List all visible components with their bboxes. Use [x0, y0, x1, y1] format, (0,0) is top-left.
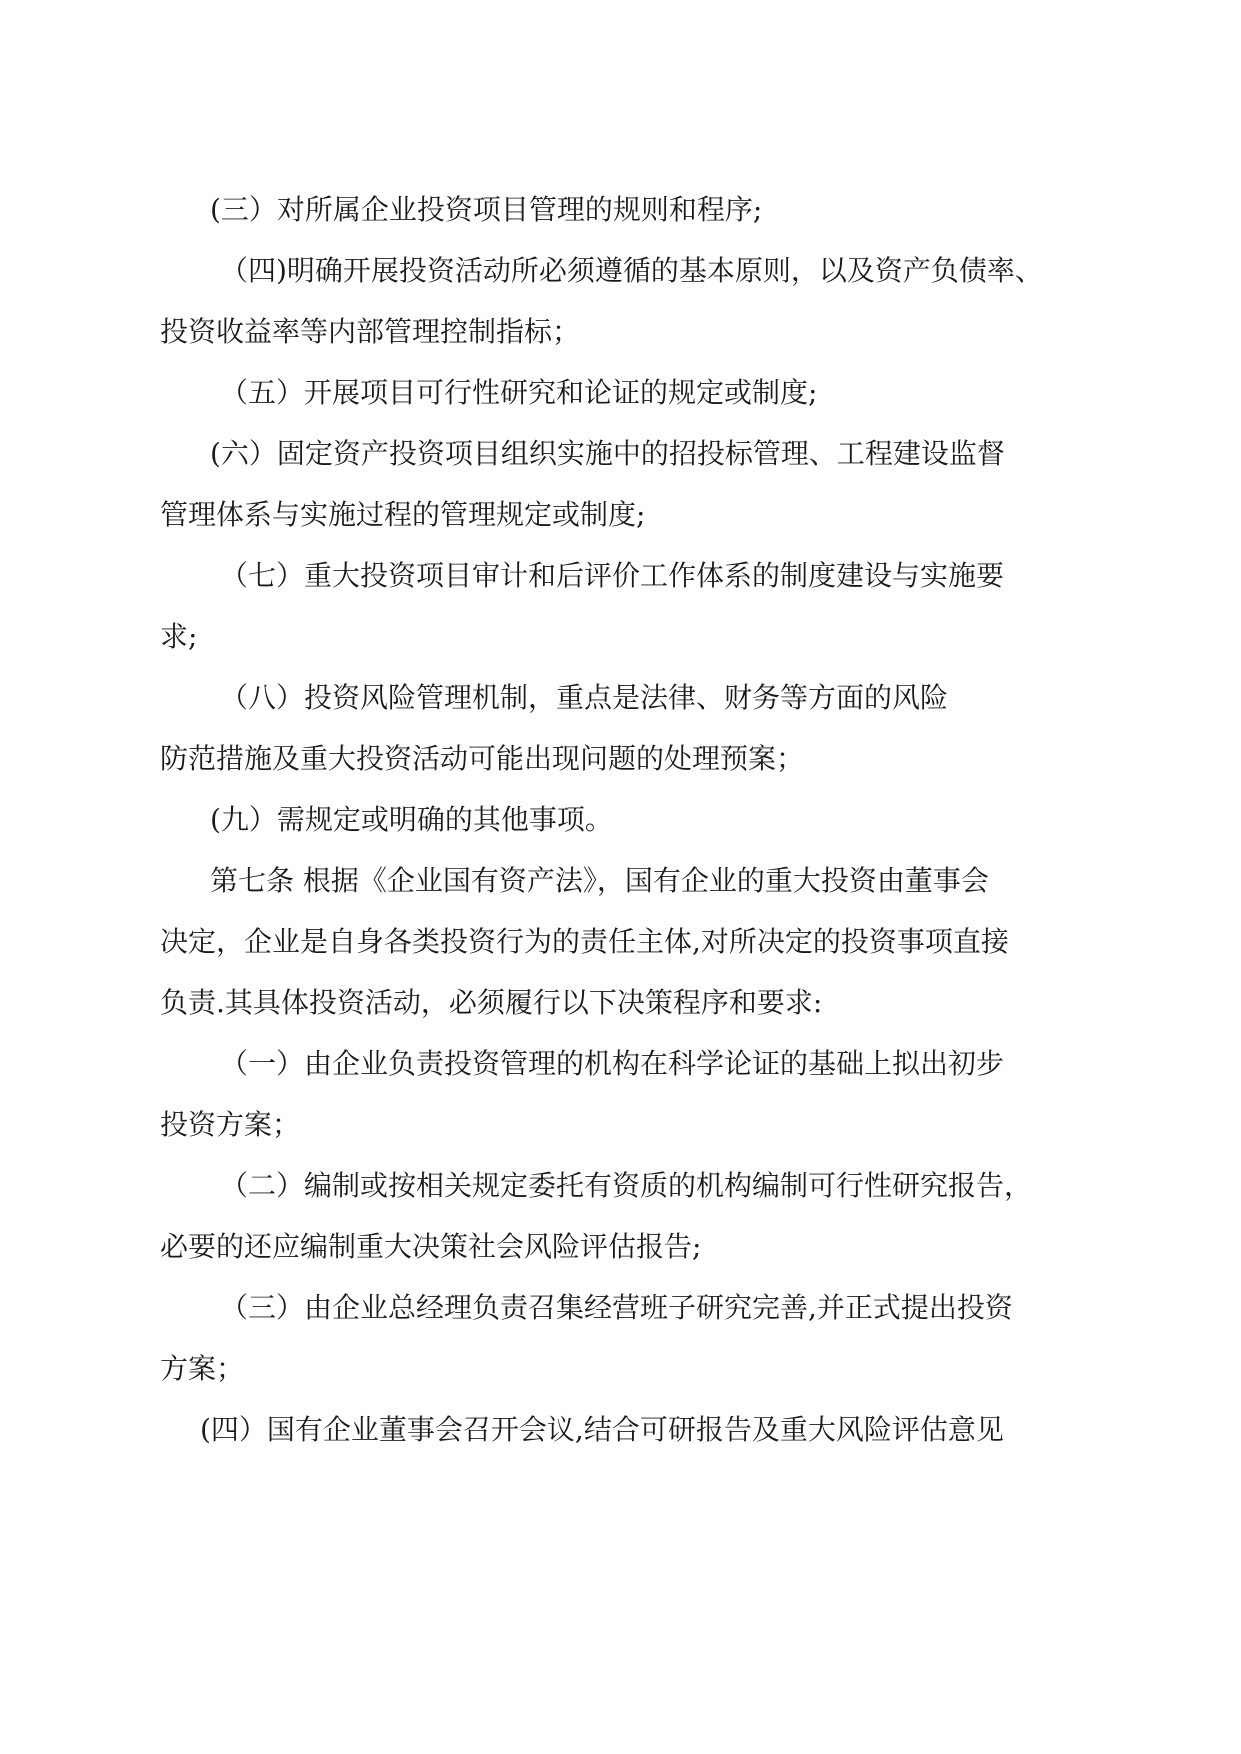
- text-line: 负责.其具体投资活动，必须履行以下决策程序和要求:: [160, 986, 823, 1019]
- text-line: 防范措施及重大投资活动可能出现问题的处理预案；: [160, 742, 805, 775]
- text-line: 求;: [160, 620, 198, 653]
- text-line: （二）编制或按相关规定委托有资质的机构编制可行性研究报告，: [220, 1169, 1033, 1202]
- text-line: 投资方案；: [160, 1108, 301, 1141]
- text-line: (九）需规定或明确的其他事项。: [210, 803, 613, 836]
- text-line: 必要的还应编制重大决策社会风险评估报告;: [160, 1230, 702, 1263]
- text-line: （五）开展项目可行性研究和论证的规定或制度;: [220, 376, 818, 409]
- text-line: （四)明确开展投资活动所必须遵循的基本原则，以及资产负债率、: [220, 254, 1043, 287]
- text-line: （八）投资风险管理机制，重点是法律、财务等方面的风险: [220, 681, 949, 714]
- text-line: 决定，企业是自身各类投资行为的责任主体,对所决定的投资事项直接: [160, 925, 1009, 958]
- text-line: 投资收益率等内部管理控制指标；: [160, 315, 581, 348]
- text-line: (四）国有企业董事会召开会议,结合可研报告及重大风险评估意见: [200, 1413, 1004, 1446]
- text-line: （七）重大投资项目审计和后评价工作体系的制度建设与实施要: [220, 559, 1005, 592]
- text-line: 方案；: [160, 1352, 245, 1385]
- text-line: (三）对所属企业投资项目管理的规则和程序;: [210, 193, 763, 226]
- text-line: (六）固定资产投资项目组织实施中的招投标管理、工程建设监督: [210, 437, 1005, 470]
- text-line: （三）由企业总经理负责召集经营班子研究完善,并正式提出投资: [220, 1291, 1013, 1324]
- text-line: 管理体系与实施过程的管理规定或制度;: [160, 498, 646, 531]
- text-line: 第七条 根据《企业国有资产法》，国有企业的重大投资由董事会: [210, 864, 989, 897]
- text-line: （一）由企业负责投资管理的机构在科学论证的基础上拟出初步: [220, 1047, 1005, 1080]
